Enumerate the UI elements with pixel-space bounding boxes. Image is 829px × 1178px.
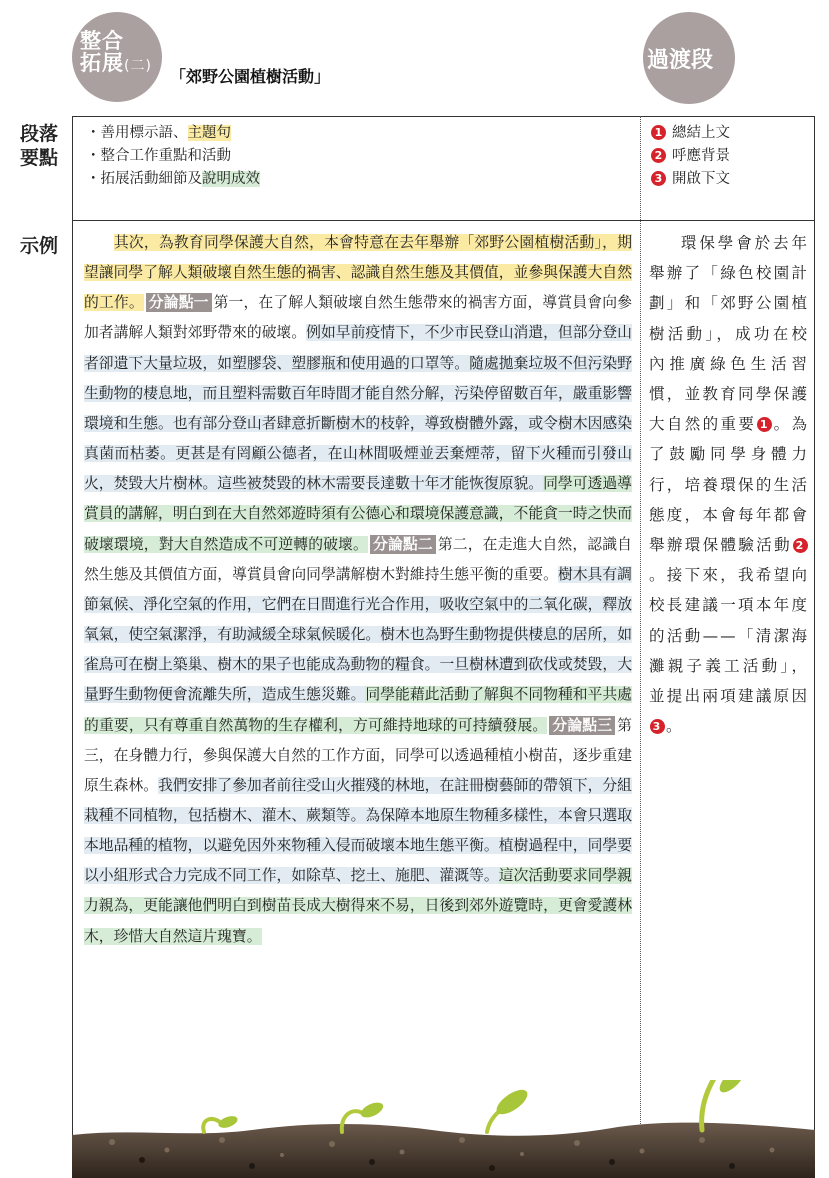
section-title: 「郊野公園植樹活動」: [170, 67, 331, 86]
badge-line-1: 整合: [80, 29, 124, 53]
sub-argument-tag: 分論點一: [146, 293, 212, 312]
number-badge: 3: [650, 719, 665, 734]
point-item: ・整合工作重點和活動: [86, 148, 231, 164]
number-badge: 1: [651, 125, 666, 140]
transition-item: 1 總結上文: [651, 122, 730, 145]
transition-badge-label: 過渡段: [647, 48, 714, 73]
argument-detail: 例如早前疫情下，不少市民登山消遣，但部分登山者卻遺下大量垃圾，如塑膠袋、塑膠瓶和使用過的口罩等。隨處拋棄垃圾不但污染野生動物的棲息地，而且塑料需數百年時間才能自然分解，污染停留數百年，嚴重影響環境和生態。也有部分登山者肆意折斷樹木的枝幹，導致樹體外露，或令樹木因感染真菌而枯萎。更甚是有罔顧公德者，在山林間吸煙並丟棄煙蒂，留下火種而引發山火，焚毀大片樹林。這些被焚毀的林木需要長達數十年才能恢復原貌。: [84, 324, 632, 493]
argument-intro: 第一，在了解人類破壞自然生態帶來的禍害方面，導賞員會向參加者講解人類對郊野帶來的破壞。: [84, 294, 632, 342]
badge-line-2: 拓展(二): [80, 51, 152, 75]
transition-badge: [643, 12, 735, 104]
number-badge: 2: [793, 538, 808, 553]
transition-paragraph: 環保學會於去年舉辦了「綠色校園計劃」和「郊野公園植樹活動」，成功在校內推廣綠色生活習慣，並教育同學保護大自然的重要 1 。為了鼓勵同學身體力行，培養環保的生活態度，本會每年都會舉辦環保體驗活動 2。接下來，我希望向校長建議一項本年度的活動——「清潔海灘親子義工活動」，並提出兩項建議原因3 。: [649, 234, 809, 736]
topic-sentence: 其次，為教育同學保護大自然，本會特意在去年舉辦「郊野公園植樹活動」，期望讓同學了解人類破壞自然生態的禍害、認識自然生態及其價值，並參與保護大自然的工作。: [84, 234, 632, 312]
point-highlight: 說明成效: [202, 171, 260, 187]
integrate-expand-badge: [72, 12, 162, 102]
paragraph-point-list: [86, 122, 260, 191]
soil-seedlings-illustration: [72, 1080, 815, 1178]
argument-detail: 樹木具有調節氣候、淨化空氣的作用，它們在日間進行光合作用，吸收空氣中的二氧化碳，釋放氧氣，使空氣潔淨，有助減緩全球氣候暖化。樹木也為野生動物提供棲息的居所，如雀鳥可在樹上築巢、樹木的果子也能成為動物的糧食。一旦樹林遭到砍伐或焚毀，大量野生動物便會流離失所，造成生態災難。: [84, 565, 632, 704]
number-badge: 3: [651, 171, 666, 186]
sub-argument-tag: 分論點三: [549, 716, 615, 735]
number-badge: 2: [651, 148, 666, 163]
transition-item: 3 開啟下文: [651, 168, 730, 191]
argument-detail: 我們安排了參加者前往受山火摧殘的林地，在註冊樹藝師的帶領下，分組栽種不同植物，包括樹木、灌木、蕨類等。為保障本地原生物種多樣性，本會只選取本地品種的植物，以避免因外來物種入侵而破壞本地生態平衡。植樹過程中，同學要以小組形式合力完成不同工作，如除草、挖土、施肥、灌溉等。: [84, 776, 632, 885]
sub-argument-tag: 分論點二: [370, 535, 436, 554]
example-label: 示例: [20, 235, 59, 257]
point-item: ・拓展活動細節及說明成效: [86, 171, 260, 187]
argument-effect: 同學可透過導賞員的講解，明白到在大自然郊遊時須有公德心和環境保護意識，不能貪一時之快而破壞環境，對大自然造成不可逆轉的破壞。: [84, 475, 632, 553]
point-item: ・善用標示語、主題句: [86, 125, 231, 141]
transition-point-list: [651, 122, 730, 191]
badge-suffix: (二): [124, 58, 152, 74]
number-badge: 1: [757, 417, 772, 432]
row-divider: [72, 220, 815, 221]
paragraph-points-label: 段落要點: [20, 123, 59, 169]
example-main-paragraph: [84, 228, 632, 952]
argument-effect: 同學能藉此活動了解與不同物種和平共處的重要，只有尊重自然萬物的生存權利，方可維持地球的可持續發展。: [84, 686, 632, 734]
argument-effect: 這次活動要求同學親力親為，更能讓他們明白到樹苗長成大樹得來不易，日後到郊外遊覽時，更會愛護林木，珍惜大自然這片瑰寶。: [84, 867, 632, 945]
transition-item: 2 呼應背景: [651, 145, 730, 168]
column-divider: [640, 116, 641, 1178]
argument-intro: 第二，在走進大自然，認識自然生態及其價值方面，導賞員會向同學講解樹木對維持生態平衡的重要。: [84, 535, 632, 583]
point-highlight: 主題句: [187, 125, 231, 141]
argument-intro: 第三，在身體力行，參與保護大自然的工作方面，同學可以透過種植小樹苗，逐步重建原生森林。: [84, 716, 632, 794]
